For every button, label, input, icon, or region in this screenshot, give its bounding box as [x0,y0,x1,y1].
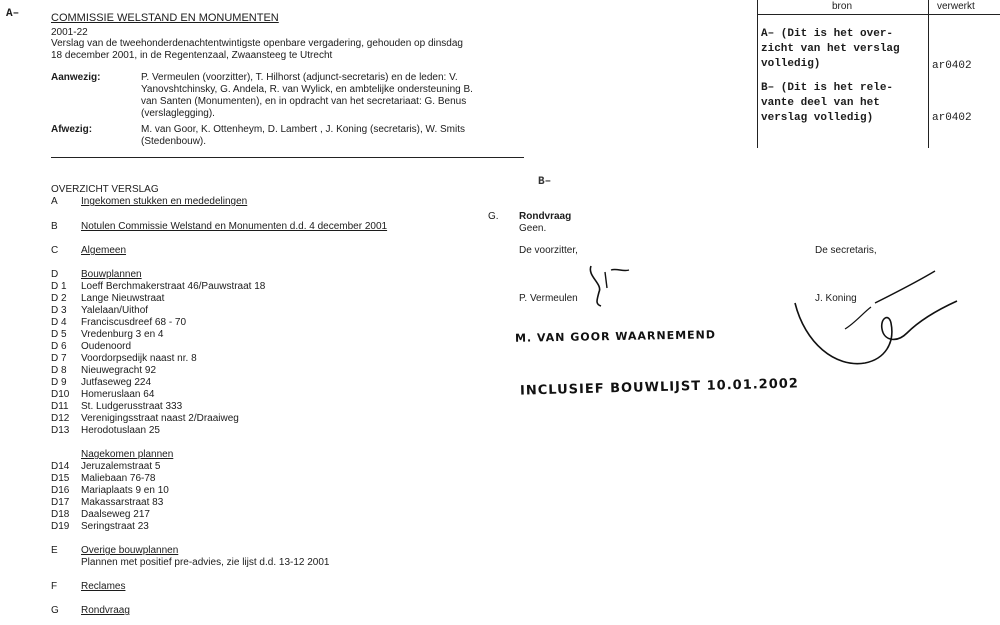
plan-code: D 3 [51,305,67,316]
plan-label: Franciscusdreef 68 - 70 [81,317,187,328]
plan-label: Verenigingsstraat naast 2/Draaiweg [81,413,239,424]
handwritten-note-1: M. VAN GOOR WAARNEMEND [514,328,717,345]
entry-a-code: ar0402 [932,60,972,72]
secretary-name: J. Koning [815,293,857,304]
handwritten-note-2: INCLUSIEF BOUWLIJST 10.01.2002 [519,376,800,399]
plan-code: D19 [51,521,70,532]
present-line-1: P. Vermeulen (voorzitter), T. Hilhorst (adjunct-secretaris) en de leden: V. [141,72,458,83]
plan-label: Loeff Berchmakerstraat 46/Pauwstraat 18 [81,281,266,292]
item-g-label: Rondvraag [81,605,130,616]
plan-code: D18 [51,509,70,520]
plan-label: Daalseweg 217 [81,509,150,520]
chair-name: P. Vermeulen [519,293,578,304]
rondvraag-heading: Rondvraag [519,211,572,222]
plan-label: Seringstraat 23 [81,521,149,532]
plan-code: D 1 [51,281,67,292]
section-mark-b: B– [538,176,552,188]
plan-code: D 4 [51,317,67,328]
absent-label: Afwezig: [51,124,93,135]
plan-label: Oudenoord [81,341,132,352]
present-label: Aanwezig: [51,72,101,83]
absent-line-1: M. van Goor, K. Ottenheym, D. Lambert , J. Koning (secretaris), W. Smits [141,124,465,135]
header-divider [51,157,524,158]
secretary-label: De secretaris, [815,245,877,256]
plan-label: Jutfaseweg 224 [81,377,152,388]
plan-code: D 8 [51,365,67,376]
rondvraag-code: G. [488,211,499,222]
entry-a-line-3: volledig) [761,58,821,70]
plan-label: Lange Nieuwstraat [81,293,165,304]
doc-title: COMMISSIE WELSTAND EN MONUMENTEN [51,12,279,24]
overview-heading: OVERZICHT VERSLAG [51,184,159,195]
plan-label: Voordorpsedijk naast nr. 8 [81,353,197,364]
item-e-sub: Plannen met positief pre-advies, zie lijst d.d. 13-12 2001 [81,557,330,568]
plan-code: D17 [51,497,70,508]
plan-code: D11 [51,401,69,412]
plan-code: D15 [51,473,70,484]
entry-b-line-3: verslag volledig) [761,112,874,124]
doc-intro-line-2: 18 december 2001, in de Regentenzaal, Zwaansteeg te Utrecht [51,50,333,61]
item-b-code: B [51,221,58,232]
source-table [757,0,1000,148]
present-line-2: Yanovshtchinsky, G. Andela, R. van Wylick, en ambtelijke ondersteuning B. [141,84,473,95]
item-d-label: Bouwplannen [81,269,142,280]
rondvraag-body: Geen. [519,223,547,234]
plan-code: D13 [51,425,70,436]
item-d-code: D [51,269,59,280]
plan-code: D14 [51,461,70,472]
plan-label: St. Ludgerusstraat 333 [81,401,183,412]
plan-code: D12 [51,413,70,424]
item-b-label: Notulen Commissie Welstand en Monumenten d.d. 4 december 2001 [81,221,388,232]
plan-label: Mariaplaats 9 en 10 [81,485,169,496]
item-g-code: G [51,605,59,616]
plan-label: Yalelaan/Uithof [81,305,149,316]
plan-code: D10 [51,389,70,400]
plan-code: D 5 [51,329,67,340]
plan-code: D 9 [51,377,67,388]
absent-line-2: (Stedenbouw). [141,136,207,147]
entry-b-line-2: vante deel van het [761,97,880,109]
item-e-label: Overige bouwplannen [81,545,179,556]
entry-a-line-1: A– (Dit is het over- [761,28,894,40]
doc-intro-line-1: Verslag van de tweehonderdenachtentwintigste openbare vergadering, gehouden op dinsdag [51,38,463,49]
plan-label: Homeruslaan 64 [81,389,155,400]
plan-label: Makassarstraat 83 [81,497,164,508]
col-header-verwerkt: verwerkt [937,1,975,12]
entry-b-code: ar0402 [932,112,972,124]
item-a-code: A [51,196,58,207]
entry-a-line-2: zicht van het verslag [761,43,900,55]
plan-code: D16 [51,485,70,496]
item-e-code: E [51,545,58,556]
present-line-3: van Santen (Monumenten), en in opdracht van het secretariaat: G. Benus [141,96,467,107]
plan-label: Maliebaan 76-78 [81,473,156,484]
col-header-bron: bron [832,1,853,12]
secretary-signature [785,263,975,373]
item-a-label: Ingekomen stukken en mededelingen [81,196,248,207]
doc-code: 2001-22 [51,27,88,38]
plan-label: Herodotuslaan 25 [81,425,160,436]
plan-label: Vredenburg 3 en 4 [81,329,164,340]
item-f-code: F [51,581,58,592]
item-f-label: Reclames [81,581,126,592]
item-c-label: Algemeen [81,245,127,256]
item-c-code: C [51,245,59,256]
plan-code: D 6 [51,341,67,352]
plan-label: Nieuwegracht 92 [81,365,157,376]
entry-b-line-1: B– (Dit is het rele- [761,82,894,94]
plan-code: D 7 [51,353,67,364]
plan-code: D 2 [51,293,67,304]
present-line-4: (verslaglegging). [141,108,215,119]
chair-label: De voorzitter, [519,245,578,256]
section-mark-a: A– [6,8,20,20]
late-plans-heading: Nagekomen plannen [81,449,174,460]
chair-signature [585,258,635,308]
plan-label: Jeruzalemstraat 5 [81,461,161,472]
